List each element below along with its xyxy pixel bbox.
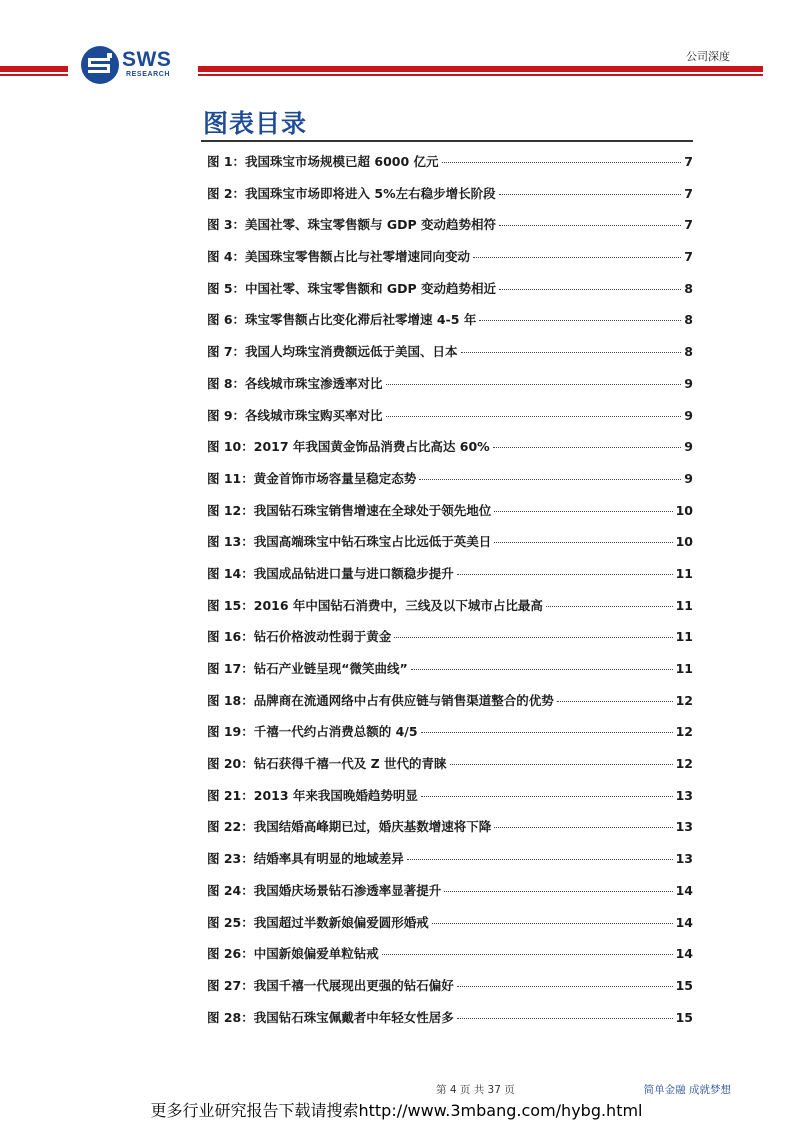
- toc-entry-label: 图 25：我国超过半数新娘偏爱圆形婚戒: [207, 914, 429, 930]
- title-divider: [201, 140, 693, 142]
- toc-entry-label: 图 27：我国千禧一代展现出更强的钻石偏好: [207, 977, 454, 993]
- toc-entry-label: 图 18：品牌商在流通网络中占有供应链与销售渠道整合的优势: [207, 692, 554, 708]
- toc-dot-leader: [382, 954, 673, 955]
- toc-entry-page: 12: [675, 692, 693, 708]
- toc-dot-leader: [432, 923, 673, 924]
- toc-dot-leader: [494, 511, 672, 512]
- toc-entry-page: 10: [675, 534, 693, 550]
- toc-dot-leader: [421, 732, 673, 733]
- toc-entry-label: 图 5：中国社零、珠宝零售额和 GDP 变动趋势相近: [207, 280, 497, 296]
- toc-entry-page: 11: [675, 629, 693, 645]
- toc-entry[interactable]: [207, 374, 693, 406]
- toc-entry[interactable]: [207, 849, 693, 881]
- toc-entry-page: 10: [675, 502, 693, 518]
- sws-logo-icon: [80, 45, 120, 85]
- toc-entry[interactable]: [207, 342, 693, 374]
- logo-subtitle: RESEARCH: [126, 71, 171, 78]
- toc-entry-page: 11: [675, 565, 693, 581]
- toc-entry-page: 12: [675, 756, 693, 772]
- toc-entry-page: 8: [684, 312, 693, 328]
- header-band-left: [0, 66, 68, 77]
- toc-entry-label: 图 17：钻石产业链呈现“微笑曲线”: [207, 661, 408, 676]
- footer-slogan: 简单金融 成就梦想: [643, 1084, 731, 1096]
- toc-entry-page: 14: [675, 914, 693, 930]
- toc-entry-page: 7: [684, 217, 693, 233]
- toc-entry[interactable]: [207, 310, 693, 342]
- toc-entry-label: 图 1：我国珠宝市场规模已超 6000 亿元: [207, 154, 439, 169]
- toc-entry-label: 图 14：我国成品钻进口量与进口额稳步提升: [207, 565, 454, 581]
- toc-list: [207, 152, 693, 1039]
- toc-entry-page: 14: [675, 882, 693, 898]
- toc-entry[interactable]: [207, 976, 693, 1008]
- toc-entry[interactable]: [207, 152, 693, 184]
- toc-entry-label: 图 9：各线城市珠宝购买率对比: [207, 407, 383, 423]
- toc-entry-page: 11: [675, 597, 693, 613]
- toc-entry-page: 12: [675, 724, 693, 740]
- toc-entry[interactable]: [207, 1008, 693, 1040]
- toc-entry-label: 图 26：中国新娘偏爱单粒钻戒: [207, 946, 379, 962]
- toc-entry-page: 7: [684, 185, 693, 201]
- toc-entry-page: 9: [684, 375, 693, 391]
- toc-entry-page: 9: [684, 439, 693, 455]
- toc-entry[interactable]: [207, 279, 693, 311]
- toc-dot-leader: [450, 764, 673, 765]
- toc-entry-label: 图 10：2017 年我国黄金饰品消费占比高达 60%: [207, 439, 490, 455]
- toc-entry-label: 图 24：我国婚庆场景钻石渗透率显著提升: [207, 882, 442, 898]
- toc-entry-label: 图 22：我国结婚高峰期已过，婚庆基数增速将下降: [207, 819, 492, 835]
- toc-dot-leader: [494, 827, 672, 828]
- toc-entry-page: 8: [684, 280, 693, 296]
- toc-entry[interactable]: [207, 817, 693, 849]
- toc-entry-page: 9: [684, 470, 693, 486]
- toc-dot-leader: [407, 859, 673, 860]
- toc-entry-page: 15: [675, 977, 693, 993]
- toc-entry-label: 图 13：我国高端珠宝中钻石珠宝占比远低于英美日: [207, 534, 492, 550]
- toc-entry-page: 13: [675, 819, 693, 835]
- toc-entry-page: 8: [684, 344, 693, 360]
- toc-entry[interactable]: [207, 501, 693, 533]
- toc-dot-leader: [479, 320, 681, 321]
- toc-entry[interactable]: [207, 437, 693, 469]
- toc-entry[interactable]: [207, 627, 693, 659]
- toc-entry-page: 15: [675, 1009, 693, 1025]
- toc-entry-page: 13: [675, 787, 693, 803]
- toc-entry[interactable]: [207, 406, 693, 438]
- toc-entry-label: 图 11：黄金首饰市场容量呈稳定态势: [207, 470, 417, 486]
- toc-entry-label: 图 6：珠宝零售额占比变化滞后社零增速 4-5 年: [207, 312, 477, 328]
- toc-entry[interactable]: [207, 184, 693, 216]
- toc-dot-leader: [473, 257, 681, 258]
- toc-entry-label: 图 28：我国钻石珠宝佩戴者中年轻女性居多: [207, 1009, 454, 1025]
- report-type-label: 公司深度: [686, 50, 730, 63]
- footer-download-notice: 更多行业研究报告下载请搜索http://www.3mbang.com/hybg.html: [150, 1101, 643, 1120]
- toc-dot-leader: [444, 891, 672, 892]
- toc-entry[interactable]: [207, 754, 693, 786]
- toc-entry-label: 图 23：结婚率具有明显的地域差异: [207, 851, 404, 867]
- toc-dot-leader: [419, 479, 681, 480]
- toc-entry[interactable]: [207, 564, 693, 596]
- toc-entry-page: 9: [684, 407, 693, 423]
- toc-dot-leader: [442, 162, 682, 163]
- toc-entry[interactable]: [207, 722, 693, 754]
- toc-entry-page: 13: [675, 851, 693, 867]
- toc-dot-leader: [546, 606, 673, 607]
- toc-entry[interactable]: [207, 881, 693, 913]
- toc-entry-label: 图 15：2016 年中国钻石消费中，三线及以下城市占比最高: [207, 597, 543, 613]
- toc-title: 图表目录: [203, 109, 308, 138]
- toc-dot-leader: [499, 194, 682, 195]
- toc-entry-label: 图 7：我国人均珠宝消费额远低于美国、日本: [207, 344, 458, 360]
- toc-dot-leader: [457, 574, 673, 575]
- toc-dot-leader: [557, 701, 673, 702]
- logo-text: SWS: [122, 48, 172, 71]
- toc-entry-page: 11: [675, 661, 693, 676]
- toc-entry[interactable]: [207, 691, 693, 723]
- toc-dot-leader: [411, 669, 673, 670]
- toc-entry[interactable]: [207, 913, 693, 945]
- toc-dot-leader: [499, 225, 681, 226]
- sws-logo: [80, 45, 185, 85]
- toc-dot-leader: [494, 542, 672, 543]
- toc-dot-leader: [386, 416, 682, 417]
- toc-entry[interactable]: [207, 532, 693, 564]
- toc-entry-label: 图 20：钻石获得千禧一代及 Z 世代的青睐: [207, 756, 447, 772]
- toc-dot-leader: [386, 384, 682, 385]
- toc-entry-label: 图 2：我国珠宝市场即将进入 5%左右稳步增长阶段: [207, 185, 496, 201]
- toc-entry[interactable]: [207, 247, 693, 279]
- toc-dot-leader: [493, 447, 682, 448]
- toc-entry-label: 图 4：美国珠宝零售额占比与社零增速同向变动: [207, 249, 471, 265]
- toc-dot-leader: [457, 986, 673, 987]
- toc-dot-leader: [421, 796, 673, 797]
- toc-dot-leader: [461, 352, 682, 353]
- toc-entry[interactable]: [207, 215, 693, 247]
- toc-entry[interactable]: [207, 596, 693, 628]
- toc-entry-label: 图 19：千禧一代约占消费总额的 4/5: [207, 724, 418, 740]
- toc-entry-label: 图 16：钻石价格波动性弱于黄金: [207, 629, 392, 645]
- toc-entry[interactable]: [207, 786, 693, 818]
- toc-entry-page: 7: [684, 249, 693, 265]
- toc-entry-page: 14: [675, 946, 693, 962]
- toc-dot-leader: [394, 637, 672, 638]
- toc-entry[interactable]: [207, 469, 693, 501]
- toc-entry[interactable]: [207, 944, 693, 976]
- header-band-right: [198, 66, 763, 77]
- toc-dot-leader: [499, 289, 681, 290]
- toc-entry[interactable]: [207, 659, 693, 691]
- toc-entry-label: 图 3：美国社零、珠宝零售额与 GDP 变动趋势相符: [207, 217, 497, 233]
- toc-entry-label: 图 12：我国钻石珠宝销售增速在全球处于领先地位: [207, 502, 492, 518]
- toc-entry-label: 图 8：各线城市珠宝渗透率对比: [207, 375, 383, 391]
- toc-entry-page: 7: [684, 154, 693, 169]
- toc-entry-label: 图 21：2013 年来我国晚婚趋势明显: [207, 787, 418, 803]
- footer-page-info: 第 4 页 共 37 页: [436, 1084, 515, 1096]
- toc-dot-leader: [457, 1018, 673, 1019]
